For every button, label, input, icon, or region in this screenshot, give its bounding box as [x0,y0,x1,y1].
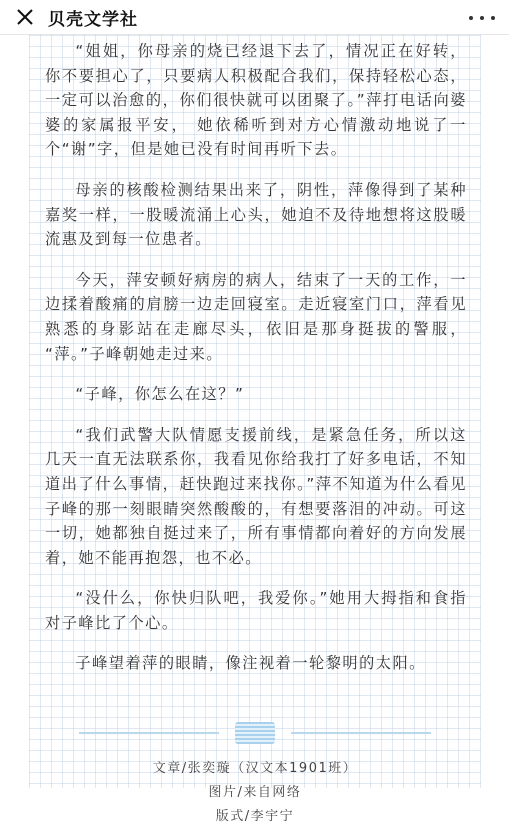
article-content[interactable] [29,35,481,824]
article-paragraph: 母亲的核酸检测结果出来了，阴性，萍像得到了某种嘉奖一样，一股暖流涌上心头，她迫不及待地想将这股暖流惠及到每一位患者。 [45,180,467,249]
page-title: 贝壳文学社 [48,9,138,30]
article-paragraph: “子峰，你怎么在这？” [75,385,245,404]
article-paragraph: 子峰望着萍的眼睛，像注视着一轮黎明的太阳。 [75,654,426,673]
close-button[interactable] [14,6,36,28]
article-paragraph: 今天，萍安顿好病房的病人，结束了一天的工作，一边揉着酸痛的肩膀一边走回寝室。走近寝室门口，萍看见熟悉的身影站在走廊尽头，依旧是那身挺拔的警服， “萍。”子峰朝她走过来。 [45,270,467,363]
section-divider [79,721,431,745]
more-horizontal-icon [469,16,473,20]
image-credit: 图片/来自网络 [208,785,302,800]
more-options-button[interactable] [469,8,495,28]
article-body [45,39,467,692]
article-paragraph: “没什么，你快归队吧，我爱你。”她用大拇指和食指对子峰比了个心。 [45,589,467,632]
top-navigation-bar [0,0,509,35]
article-paragraph: “我们武警大队情愿支援前线，是紧急任务，所以这几天一直无法联系你，我看见你给我打了好多电话，不知道出了什么事情，赶快跑过来找你。”萍不知道为什么看见子峰的那一刻眼睛突然酸酸的，有想要落泪的冲动。可这一切，她都独自挺过来了，所有事情都向着好的方向发展着，她不能再抱怨，也不必。 [45,425,467,567]
author-credit: 文章/张奕璇（汉文本1901班） [152,761,358,776]
article-paragraph: “姐姐，你母亲的烧已经退下去了，情况正在好转，你不要担心了，只要病人积极配合我们，保持轻松心态，一定可以治愈的，你们很快就可以团聚了。”萍打电话向婆婆的家属报平安， 她依稀听到对方心情激动地说了一个“谢”字，但是她已没有时间再听下去。 [45,42,467,159]
divider-ornament-icon [235,722,275,744]
close-icon [16,8,34,26]
divider-line [291,732,431,734]
layout-credit: 版式/李宇宁 [215,809,295,824]
more-horizontal-icon [491,16,495,20]
divider-line [79,732,219,734]
more-horizontal-icon [480,16,484,20]
